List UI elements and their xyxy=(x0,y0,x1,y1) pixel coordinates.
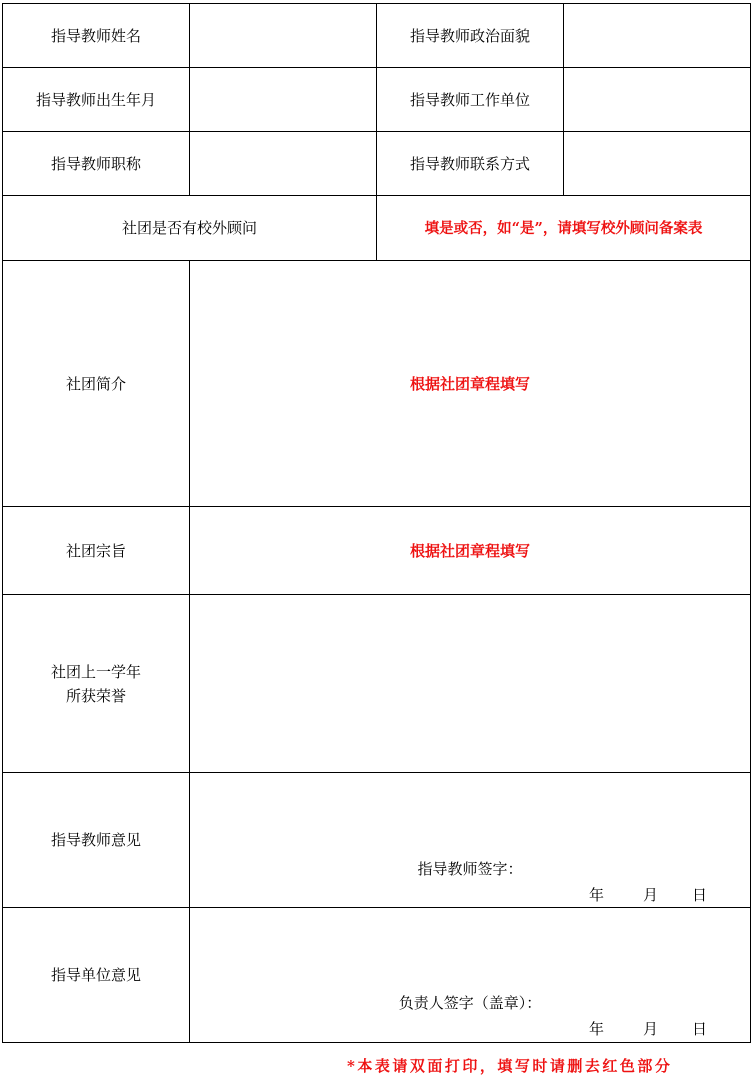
unit-opinion-field[interactable] xyxy=(190,908,751,1043)
row-club-purpose xyxy=(3,507,751,595)
advisor-opinion-date xyxy=(490,885,750,905)
advisor-opinion-field[interactable] xyxy=(190,773,751,908)
club-honors-label xyxy=(3,595,190,773)
advisor-birth-label: 指导教师出生年月 xyxy=(3,68,190,132)
advisor-name-label: 指导教师姓名 xyxy=(3,4,190,68)
advisor-political-field[interactable] xyxy=(564,4,751,68)
advisor-political-label: 指导教师政治面貌 xyxy=(377,4,564,68)
external-advisor-field[interactable] xyxy=(377,196,751,261)
advisor-work-unit-label: 指导教师工作单位 xyxy=(377,68,564,132)
club-intro-field[interactable] xyxy=(190,261,751,507)
unit-opinion-label: 指导单位意见 xyxy=(3,908,190,1043)
row-advisor-birth xyxy=(3,68,751,132)
unit-opinion-date xyxy=(490,1019,750,1039)
print-instruction-footnote: *本表请双面打印，填写时请删去红色部分 xyxy=(347,1057,673,1075)
row-advisor-title xyxy=(3,132,751,196)
advisor-signature-label: 指导教师签字： xyxy=(417,860,523,878)
external-advisor-hint: 填是或否，如“是”，请填写校外顾问备案表 xyxy=(424,219,703,237)
row-club-intro xyxy=(3,261,751,507)
club-intro-label: 社团简介 xyxy=(3,261,190,507)
advisor-contact-field[interactable] xyxy=(564,132,751,196)
club-intro-hint: 根据社团章程填写 xyxy=(409,374,530,393)
date-month-label: 月 xyxy=(643,886,659,904)
advisor-name-field[interactable] xyxy=(190,4,377,68)
date-day-label: 日 xyxy=(692,886,708,904)
club-honors-label-line1: 社团上一学年 xyxy=(50,662,141,681)
row-advisor-opinion xyxy=(3,773,751,908)
date-year-label: 年 xyxy=(589,886,605,904)
club-purpose-hint: 根据社团章程填写 xyxy=(409,541,530,560)
club-honors-field[interactable] xyxy=(190,595,751,773)
row-advisor-name xyxy=(3,4,751,68)
date-month-label: 月 xyxy=(643,1020,659,1038)
date-year-label: 年 xyxy=(589,1020,605,1038)
advisor-title-field[interactable] xyxy=(190,132,377,196)
row-external-advisor xyxy=(3,196,751,261)
club-purpose-field[interactable] xyxy=(190,507,751,595)
club-purpose-label: 社团宗旨 xyxy=(3,507,190,595)
row-unit-opinion xyxy=(3,908,751,1043)
advisor-title-label: 指导教师职称 xyxy=(3,132,190,196)
external-advisor-label: 社团是否有校外顾问 xyxy=(3,196,377,261)
advisor-birth-field[interactable] xyxy=(190,68,377,132)
club-registration-form xyxy=(2,3,751,1043)
date-day-label: 日 xyxy=(692,1020,708,1038)
unit-signature-label: 负责人签字（盖章）： xyxy=(398,994,542,1012)
advisor-opinion-label: 指导教师意见 xyxy=(3,773,190,908)
advisor-work-unit-field[interactable] xyxy=(564,68,751,132)
row-club-honors xyxy=(3,595,751,773)
advisor-contact-label: 指导教师联系方式 xyxy=(377,132,564,196)
club-honors-label-line2: 所获荣誉 xyxy=(65,686,126,705)
